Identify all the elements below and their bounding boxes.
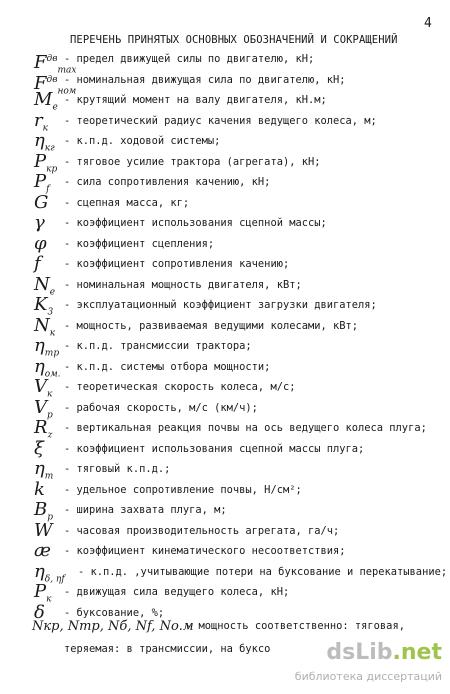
entry-definition: - к.п.д. трансмиссии трактора;: [64, 340, 252, 352]
entry-definition: - часовая производительность агрегата, га/ч;: [64, 524, 340, 537]
entry-definition: - к.п.д. ,учитывающие потери на буксование и перекатывание;: [78, 565, 448, 578]
entry-symbol: $P_к$: [34, 581, 52, 605]
entry-symbol: $P_f$: [34, 171, 50, 195]
entry-symbol: $r_к$: [34, 109, 48, 134]
list-item: [0, 130, 450, 152]
entry-symbol: $N_e$: [34, 273, 56, 298]
list-item: [0, 69, 450, 97]
list-item: [0, 499, 450, 521]
list-item: [0, 335, 450, 357]
entry-symbol: $\eta_т$: [34, 458, 54, 482]
entry-definition: - к.п.д. системы отбора мощности;: [64, 360, 271, 373]
last-entry-symbols: Nкр, Nтр, Nб, Nf, Nо.м: [32, 619, 194, 634]
entry-symbol: $F^{дв}_{ном}$: [34, 72, 77, 97]
entry-symbol: $B_p$: [34, 499, 53, 523]
last-entry-continuation: теряемая: в трансмиссии, на буксо: [64, 643, 271, 655]
entry-symbol: $P_{кр}$: [34, 150, 58, 175]
entry-symbol: $\eta_{ом.}$: [34, 355, 61, 380]
entry-definition: - коэффициент сцепления;: [64, 237, 215, 250]
entry-definition: - коэффициент сопротивления качению;: [64, 258, 290, 270]
entry-symbol: $\eta_{\delta, \eta f}$: [34, 560, 65, 585]
entry-definition: - сцепная масса, кг;: [64, 196, 190, 209]
list-item: [0, 294, 450, 316]
entry-symbol: $R_z$: [34, 417, 53, 441]
list-item: [0, 192, 450, 214]
entry-definition: - сила сопротивления качению, кН;: [64, 176, 271, 188]
list-item: [0, 89, 450, 111]
list-item: [0, 520, 450, 542]
list-item: [0, 479, 450, 501]
entry-symbol: δ: [34, 601, 45, 623]
list-item: [0, 376, 450, 398]
entry-definition: - коэффициент использования сцепной массы плуга;: [64, 442, 365, 455]
entry-definition: - предел движущей силы по двигателю, кН;: [64, 53, 315, 65]
page-heading: ПЕРЕЧЕНЬ ПРИНЯТЫХ ОСНОВНЫХ ОБОЗНАЧЕНИЙ И СОКРАЩЕНИЙ: [70, 34, 398, 46]
entry-symbol: $M_e$: [34, 89, 58, 113]
list-item: [0, 356, 450, 378]
entry-definition: - номинальная движущая сила по двигателю, кН;: [64, 73, 346, 86]
entry-definition: - вертикальная реакция почвы на ось ведущего колеса плуга;: [64, 422, 427, 434]
entry-definition: - удельное сопротивление почвы, Н/см²;: [64, 483, 302, 496]
last-entry-text: - мощность соответственно: тяговая,: [186, 620, 405, 632]
entry-definition: - буксование, %;: [64, 606, 165, 619]
entry-symbol: f: [34, 253, 41, 274]
list-item: [0, 233, 450, 255]
entry-symbol: γ: [34, 212, 45, 233]
last-entry: [0, 616, 450, 638]
entry-symbol: G: [34, 191, 49, 213]
entry-definition: - теоретическая скорость колеса, м/с;: [64, 381, 296, 393]
entry-symbol: æ: [34, 540, 51, 561]
entry-symbol: $\eta_{кг}$: [34, 130, 55, 154]
page-number: 4: [424, 16, 432, 31]
entry-definition: - номинальная мощность двигателя, кВт;: [64, 278, 302, 291]
entry-symbol: φ: [34, 232, 47, 254]
list-item: [0, 151, 450, 173]
entry-definition: - тяговое усилие трактора (агрегата), кН;: [64, 155, 321, 168]
list-item: [0, 540, 450, 562]
list-item: [0, 48, 450, 76]
entry-definition: - коэффициент использования сцепной массы;: [64, 217, 327, 229]
entry-definition: - крутящий момент на валу двигателя, кН.м;: [64, 94, 327, 106]
entry-definition: - ширина захвата плуга, м;: [64, 504, 227, 516]
entry-symbol: $K_3$: [34, 294, 54, 318]
list-item: [0, 253, 450, 275]
entry-symbol: ξ: [34, 437, 44, 459]
list-item: [0, 110, 450, 132]
entry-definition: - к.п.д. ходовой системы;: [64, 135, 221, 147]
list-item: [0, 171, 450, 193]
entry-symbol: $N_к$: [34, 314, 56, 339]
entry-definition: - теоретический радиус качения ведущего колеса, м;: [64, 114, 377, 127]
entry-definition: - движущая сила ведущего колеса, кН;: [64, 586, 290, 598]
watermark-tagline: библиотека диссертаций: [294, 670, 442, 683]
entry-symbol: k: [34, 478, 45, 500]
entry-definition: - тяговый к.п.д.;: [64, 463, 171, 475]
entry-symbol: $V_p$: [34, 396, 53, 421]
list-item: [0, 212, 450, 234]
entry-definition: - мощность, развиваемая ведущими колесами, кВт;: [64, 319, 359, 332]
entry-symbol: $V_к$: [34, 376, 53, 400]
entry-symbol: $F^{дв}_{max}$: [34, 52, 77, 76]
list-item: [0, 438, 450, 460]
list-item: [0, 274, 450, 296]
list-item: [0, 561, 450, 583]
list-item: [0, 417, 450, 439]
entry-definition: - коэффициент кинематического несоответствия;: [64, 545, 346, 557]
list-item: [0, 397, 450, 419]
list-item: [0, 315, 450, 337]
entry-symbol: W: [34, 519, 53, 541]
entry-symbol: $\eta_{тр}$: [34, 335, 60, 359]
entry-definition: - рабочая скорость, м/с (км/ч);: [64, 401, 258, 414]
dslib-logo: dsLib.net: [326, 640, 442, 665]
list-item: [0, 581, 450, 603]
list-item: [0, 458, 450, 480]
entry-definition: - эксплуатационный коэффициент загрузки двигателя;: [64, 299, 377, 311]
watermark: [292, 640, 442, 688]
